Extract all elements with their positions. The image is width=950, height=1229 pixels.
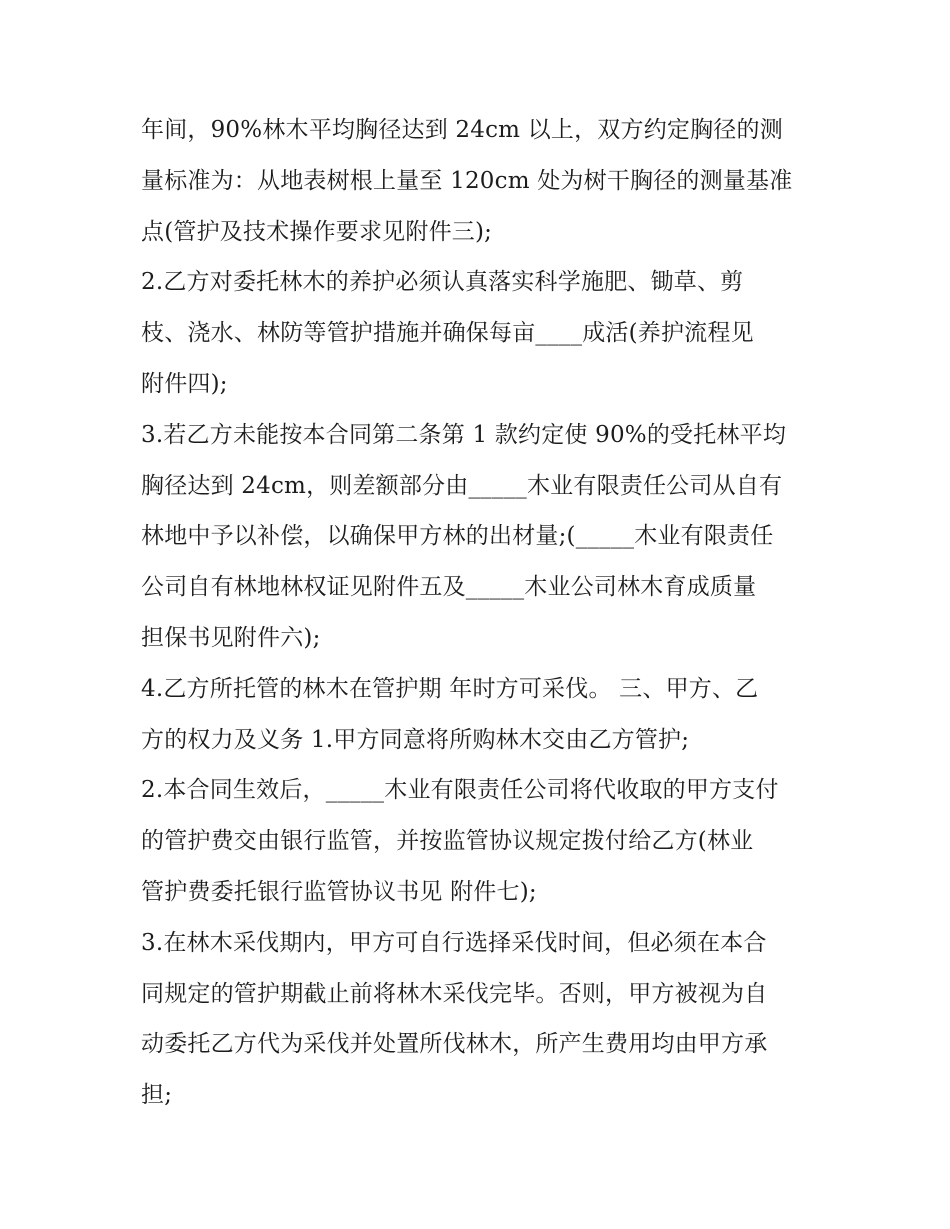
- text-line: 2.乙方对委托林木的养护必须认真落实科学施肥、锄草、剪: [141, 269, 744, 296]
- text-line: 3.在林木采伐期内，甲方可自行选择采伐时间，但必须在本合: [141, 929, 767, 956]
- text-line: 4.乙方所托管的林木在管护期 年时方可采伐。 三、甲方、乙: [141, 675, 759, 702]
- text-line: 的管护费交由银行监管，并按监管协议规定拨付给乙方(林业: [141, 828, 754, 855]
- text-line: 2.本合同生效后，_____木业有限责任公司将代收取的甲方支付: [141, 777, 779, 804]
- text-line: 同规定的管护期截止前将林木采伐完毕。否则，甲方被视为自: [141, 980, 768, 1007]
- text-line: 量标准为：从地表树根上量至 120cm 处为树干胸径的测量基准: [141, 167, 793, 194]
- text-line: 担保书见附件六);: [141, 624, 321, 651]
- text-line: 林地中予以补偿，以确保甲方林的出材量;(_____木业有限责任: [141, 523, 774, 550]
- text-line: 方的权力及义务 1.甲方同意将所购林木交由乙方管护;: [141, 726, 690, 753]
- text-line: 动委托乙方代为采伐并处置所伐林木，所产生费用均由甲方承: [141, 1031, 768, 1058]
- document-body: [141, 105, 821, 1121]
- text-line: 3.若乙方未能按本合同第二条第 1 款约定使 90%的受托林平均: [141, 421, 787, 448]
- text-line: 担;: [141, 1082, 173, 1109]
- text-line: 胸径达到 24cm，则差额部分由_____木业有限责任公司从自有: [141, 472, 783, 499]
- text-line: 枝、浇水、林防等管护措施并确保每亩____成活(养护流程见: [141, 320, 754, 347]
- text-line: 公司自有林地林权证见附件五及_____木业公司林木育成质量: [141, 574, 757, 601]
- text-line: 附件四);: [141, 370, 228, 397]
- text-line: 管护费委托银行监管协议书见 附件七);: [141, 878, 537, 905]
- text-line: 年间，90%林木平均胸径达到 24cm 以上，双方约定胸径的测: [141, 117, 783, 143]
- text-line: 点(管护及技术操作要求见附件三);: [141, 218, 493, 245]
